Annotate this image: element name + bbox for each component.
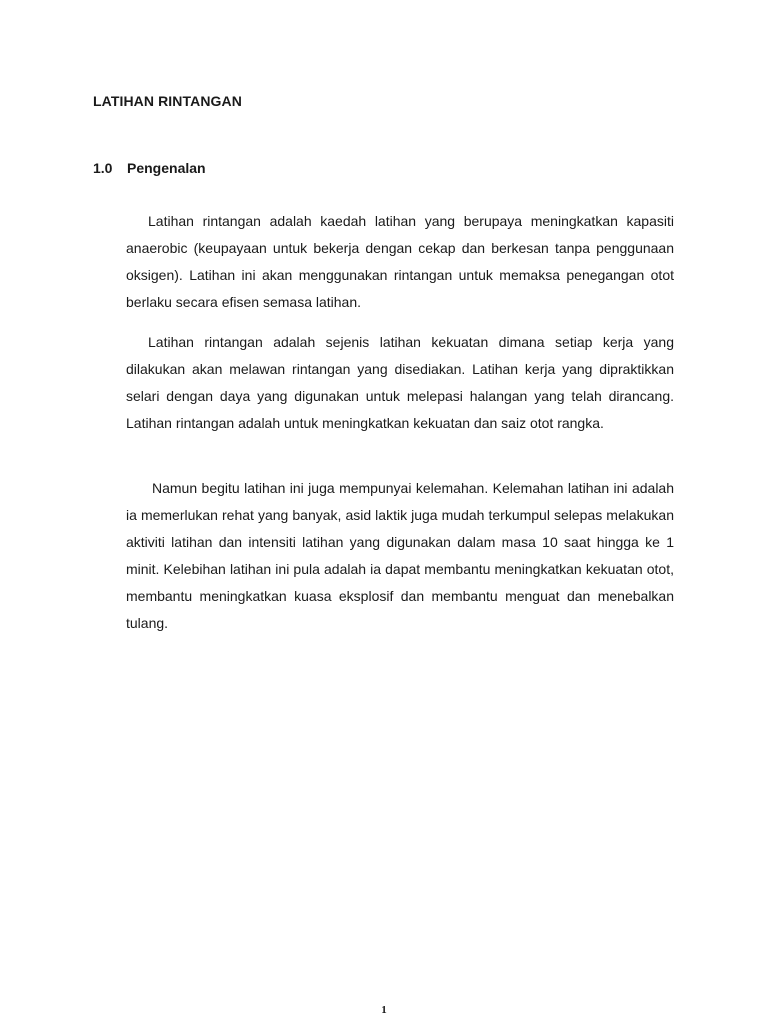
document-title: LATIHAN RINTANGAN <box>93 93 242 109</box>
paragraph-2: Latihan rintangan adalah sejenis latihan kekuatan dimana setiap kerja yang dilakukan akan melawan rintangan yang disediakan. Latihan kerja yang dipraktikkan selari dengan daya yang digunakan untuk melepasi halangan yang telah dirancang. Latihan rintangan adalah untuk meningkatkan kekuatan dan saiz otot rangka. <box>126 334 674 431</box>
section-number: 1.0 <box>93 160 113 176</box>
page-number: 1 <box>381 1004 387 1016</box>
paragraph-3: Namun begitu latihan ini juga mempunyai kelemahan. Kelemahan latihan ini adalah ia memerlukan rehat yang banyak, asid laktik juga mudah terkumpul selepas melakukan aktiviti latihan dan intensiti latihan yang digunakan dalam masa 10 saat hingga ke 1 minit. Kelebihan latihan ini pula adalah ia dapat membantu meningkatkan kekuatan otot, membantu meningkatkan kuasa eksplosif dan membantu menguat dan menebalkan tulang. <box>126 480 674 631</box>
paragraph-1: Latihan rintangan adalah kaedah latihan yang berupaya meningkatkan kapasiti anaerobic (keupayaan untuk bekerja dengan cekap dan berkesan tanpa penggunaan oksigen). Latihan ini akan menggunakan rintangan untuk memaksa penegangan otot berlaku secara efisen semasa latihan. <box>126 213 674 310</box>
section-title: Pengenalan <box>127 160 206 176</box>
section-heading <box>93 160 206 176</box>
